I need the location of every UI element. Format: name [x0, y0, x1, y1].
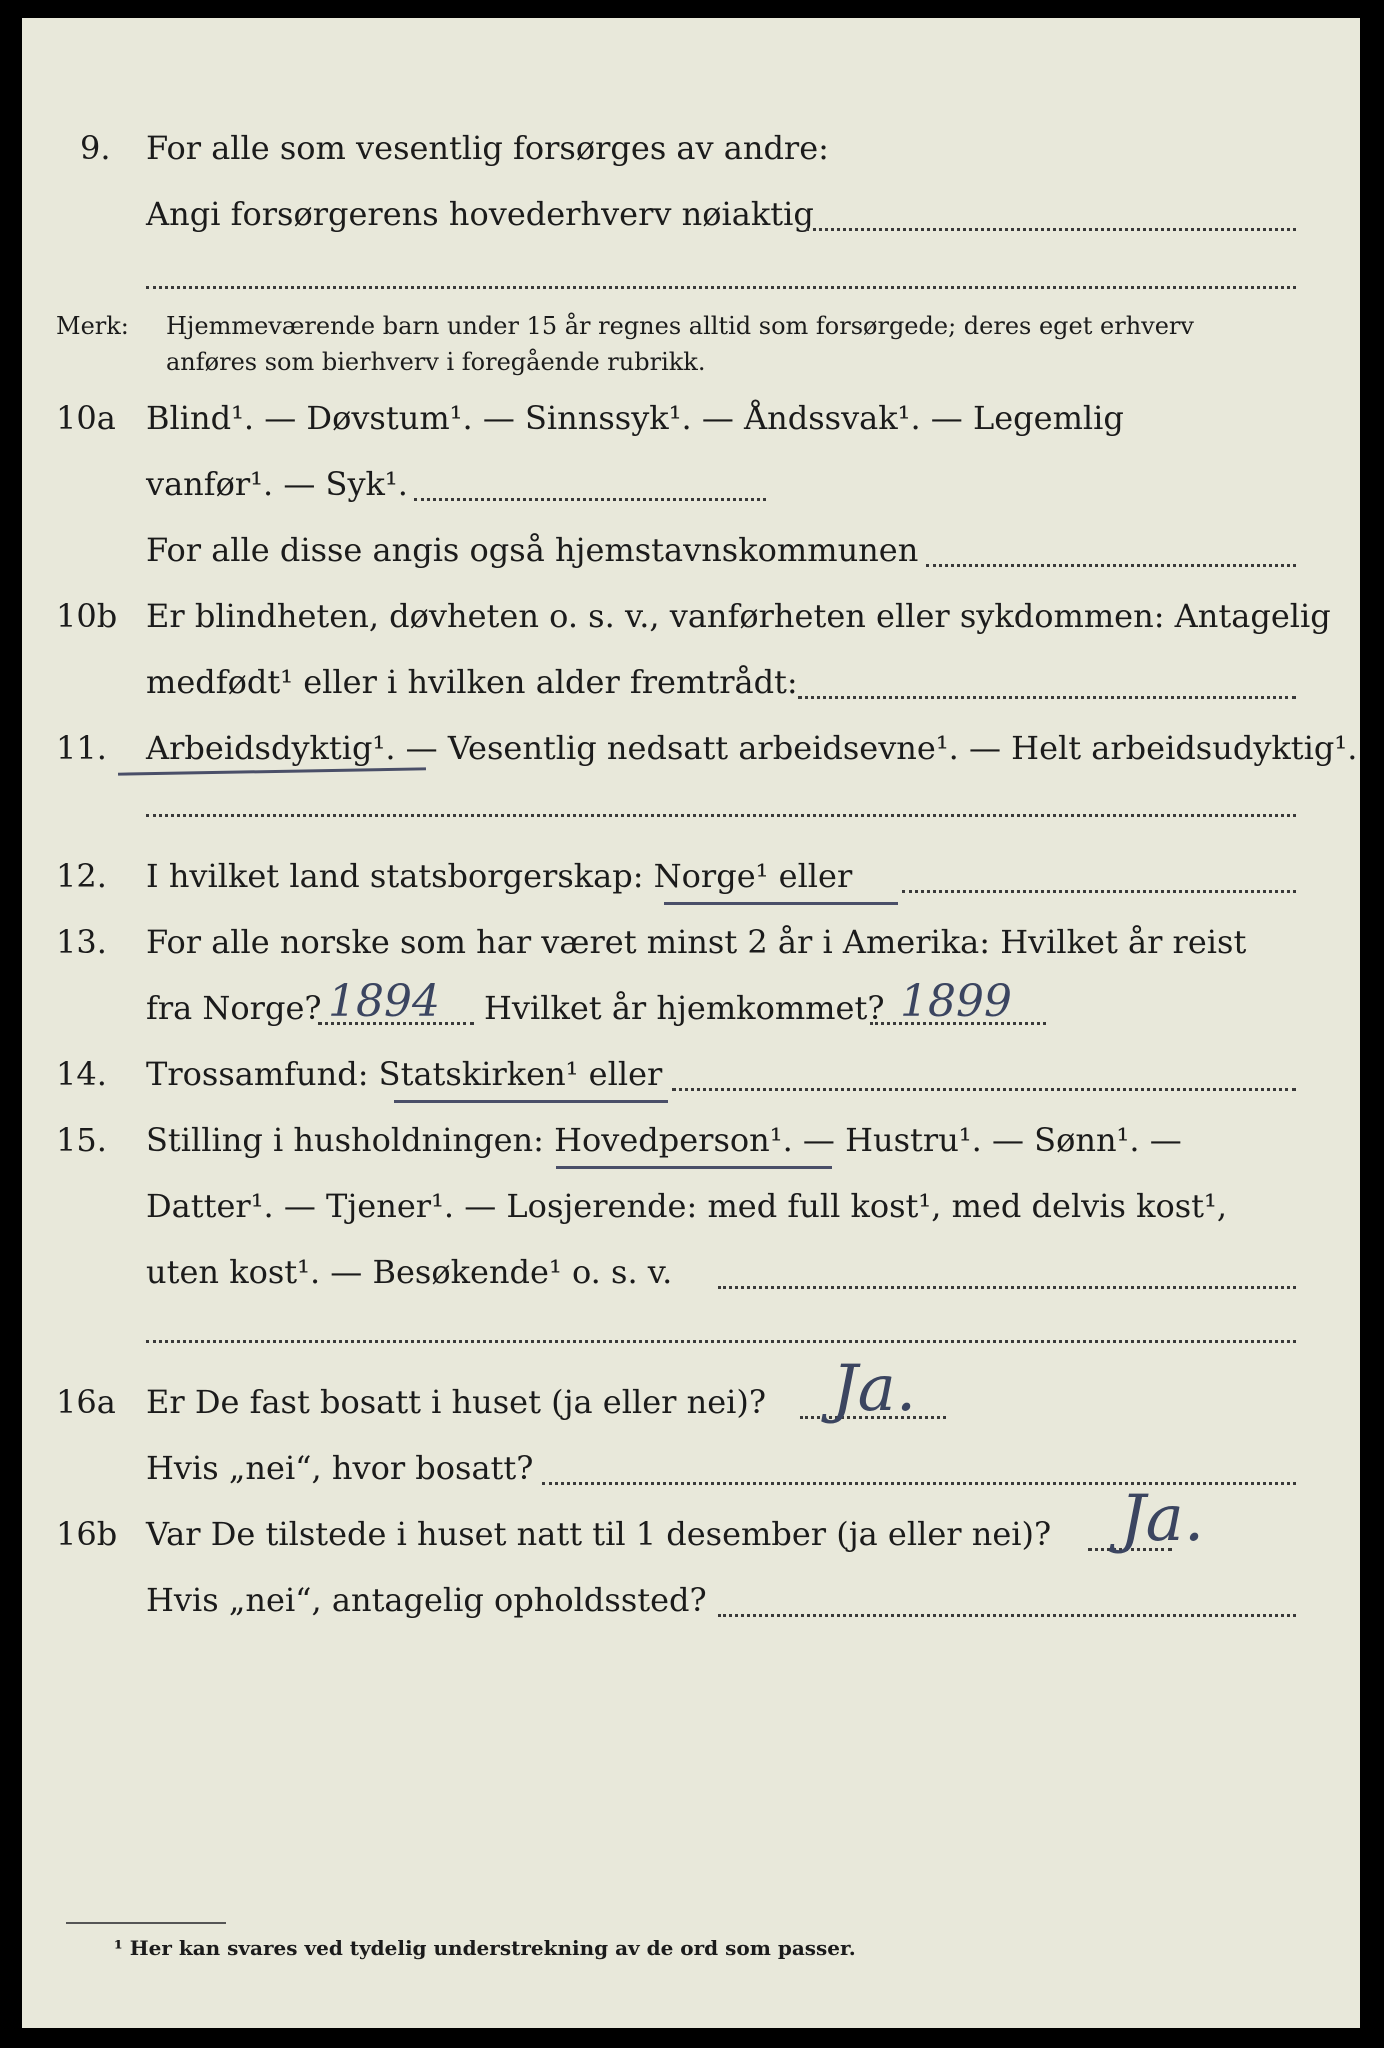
q9-extra-answer-line[interactable]: [146, 286, 1296, 289]
q15-line1: [22, 1120, 1360, 1186]
q10a-number: 10a: [56, 399, 116, 437]
q15-text-3: uten kost¹. — Besøkende¹ o. s. v.: [146, 1253, 673, 1291]
q9-line2: [22, 194, 1360, 260]
footnote-divider: [66, 1922, 226, 1924]
q15-text-2: Datter¹. — Tjener¹. — Losjerende: med full kost¹, med delvis kost¹,: [146, 1187, 1228, 1225]
q10b-text-2: medfødt¹ eller i hvilken alder fremtrådt:: [146, 663, 798, 701]
q16b-line2: [22, 1580, 1360, 1646]
q10a-text-2: vanfør¹. — Syk¹.: [146, 465, 408, 503]
q10a-answer-line[interactable]: [414, 498, 766, 501]
q10a-text-1: Blind¹. — Døvstum¹. — Sinnssyk¹. — Åndssvak¹. — Legemlig: [146, 399, 1124, 437]
q11-number: 11.: [56, 729, 107, 767]
q10b-text-1: Er blindheten, døvheten o. s. v., vanførheten eller sykdommen: Antagelig: [146, 597, 1331, 635]
q9-number: 9.: [80, 129, 111, 167]
q12-number: 12.: [56, 857, 107, 895]
q13-return-answer: 1899: [900, 976, 1012, 1027]
q13-departure-answer: 1894: [328, 976, 440, 1027]
q15-underline-mark: [556, 1166, 832, 1169]
merk-text-1: Hjemmeværende barn under 15 år regnes alltid som forsørgede; deres eget erhverv: [166, 312, 1194, 340]
q15-number: 15.: [56, 1121, 107, 1159]
q11-text-1: Arbeidsdyktig¹. — Vesentlig nedsatt arbeidsevne¹. — Helt arbeidsudyktig¹.: [146, 729, 1358, 767]
q16b-number: 16b: [56, 1515, 118, 1553]
census-form-page: [22, 18, 1360, 2028]
q16a-answer: Ja.: [832, 1352, 917, 1426]
q10a-line1: [22, 398, 1360, 464]
q16a-number: 16a: [56, 1383, 116, 1421]
q16b-text-2: Hvis „nei“, antagelig opholdssted?: [146, 1581, 707, 1619]
q9-answer-line[interactable]: [806, 228, 1296, 231]
q15-extra-answer-line[interactable]: [146, 1340, 1296, 1343]
q16b-line1: [22, 1482, 1360, 1580]
merk-text-2: anføres som bierhverv i foregående rubrikk.: [166, 348, 706, 376]
q14-answer-line[interactable]: [672, 1088, 1296, 1091]
q10b-line2: [22, 662, 1360, 728]
q9-text-1: For alle som vesentlig forsørges av andre:: [146, 129, 829, 167]
q16a-line1: [22, 1352, 1360, 1448]
q15-line2: [22, 1186, 1360, 1252]
q12-underline-mark: [664, 902, 898, 905]
q15-line3: [22, 1252, 1360, 1318]
q13-text-2b: Hvilket år hjemkommet?: [484, 989, 885, 1027]
q9-text-2: Angi forsørgerens hovederhverv nøiaktig: [146, 195, 814, 233]
q11-line1: [22, 728, 1360, 794]
q10b-number: 10b: [56, 597, 118, 635]
q12-text-1: I hvilket land statsborgerskap: Norge¹ eller: [146, 857, 853, 895]
q16a-text-2: Hvis „nei“, hvor bosatt?: [146, 1449, 534, 1487]
q14-line1: [22, 1054, 1360, 1120]
q16b-text-1: Var De tilstede i huset natt til 1 desember (ja eller nei)?: [146, 1515, 1052, 1553]
q13-line2: [22, 976, 1360, 1054]
q15-answer-line[interactable]: [718, 1286, 1296, 1289]
q12-answer-line[interactable]: [902, 890, 1296, 893]
q10a-line3: [22, 530, 1360, 596]
q9-line1: [22, 128, 1360, 194]
q16a-text-1: Er De fast bosatt i huset (ja eller nei)?: [146, 1383, 767, 1421]
q10b-line1: [22, 596, 1360, 662]
merk-label: Merk:: [56, 312, 129, 340]
q16b-answer: Ja.: [1120, 1482, 1205, 1556]
q10a-text-3: For alle disse angis også hjemstavnskommunen: [146, 531, 919, 569]
q14-number: 14.: [56, 1055, 107, 1093]
q13-line1: [22, 922, 1360, 988]
q10a-hometown-line[interactable]: [926, 564, 1296, 567]
q12-line1: [22, 856, 1360, 922]
footnote-text: ¹ Her kan svares ved tydelig understrekning av de ord som passer.: [114, 1936, 856, 1960]
q10b-answer-line[interactable]: [798, 696, 1296, 699]
q14-text-1: Trossamfund: Statskirken¹ eller: [146, 1055, 663, 1093]
q13-text-2a: fra Norge?: [146, 989, 322, 1027]
q16b-location-line[interactable]: [718, 1614, 1296, 1617]
q15-text-1: Stilling i husholdningen: Hovedperson¹. — Hustru¹. — Sønn¹. —: [146, 1121, 1182, 1159]
q14-underline-mark: [394, 1100, 668, 1103]
q13-number: 13.: [56, 923, 107, 961]
q10a-line2: [22, 464, 1360, 530]
q13-text-1: For alle norske som har været minst 2 år i Amerika: Hvilket år reist: [146, 923, 1247, 961]
q11-extra-answer-line[interactable]: [146, 814, 1296, 817]
